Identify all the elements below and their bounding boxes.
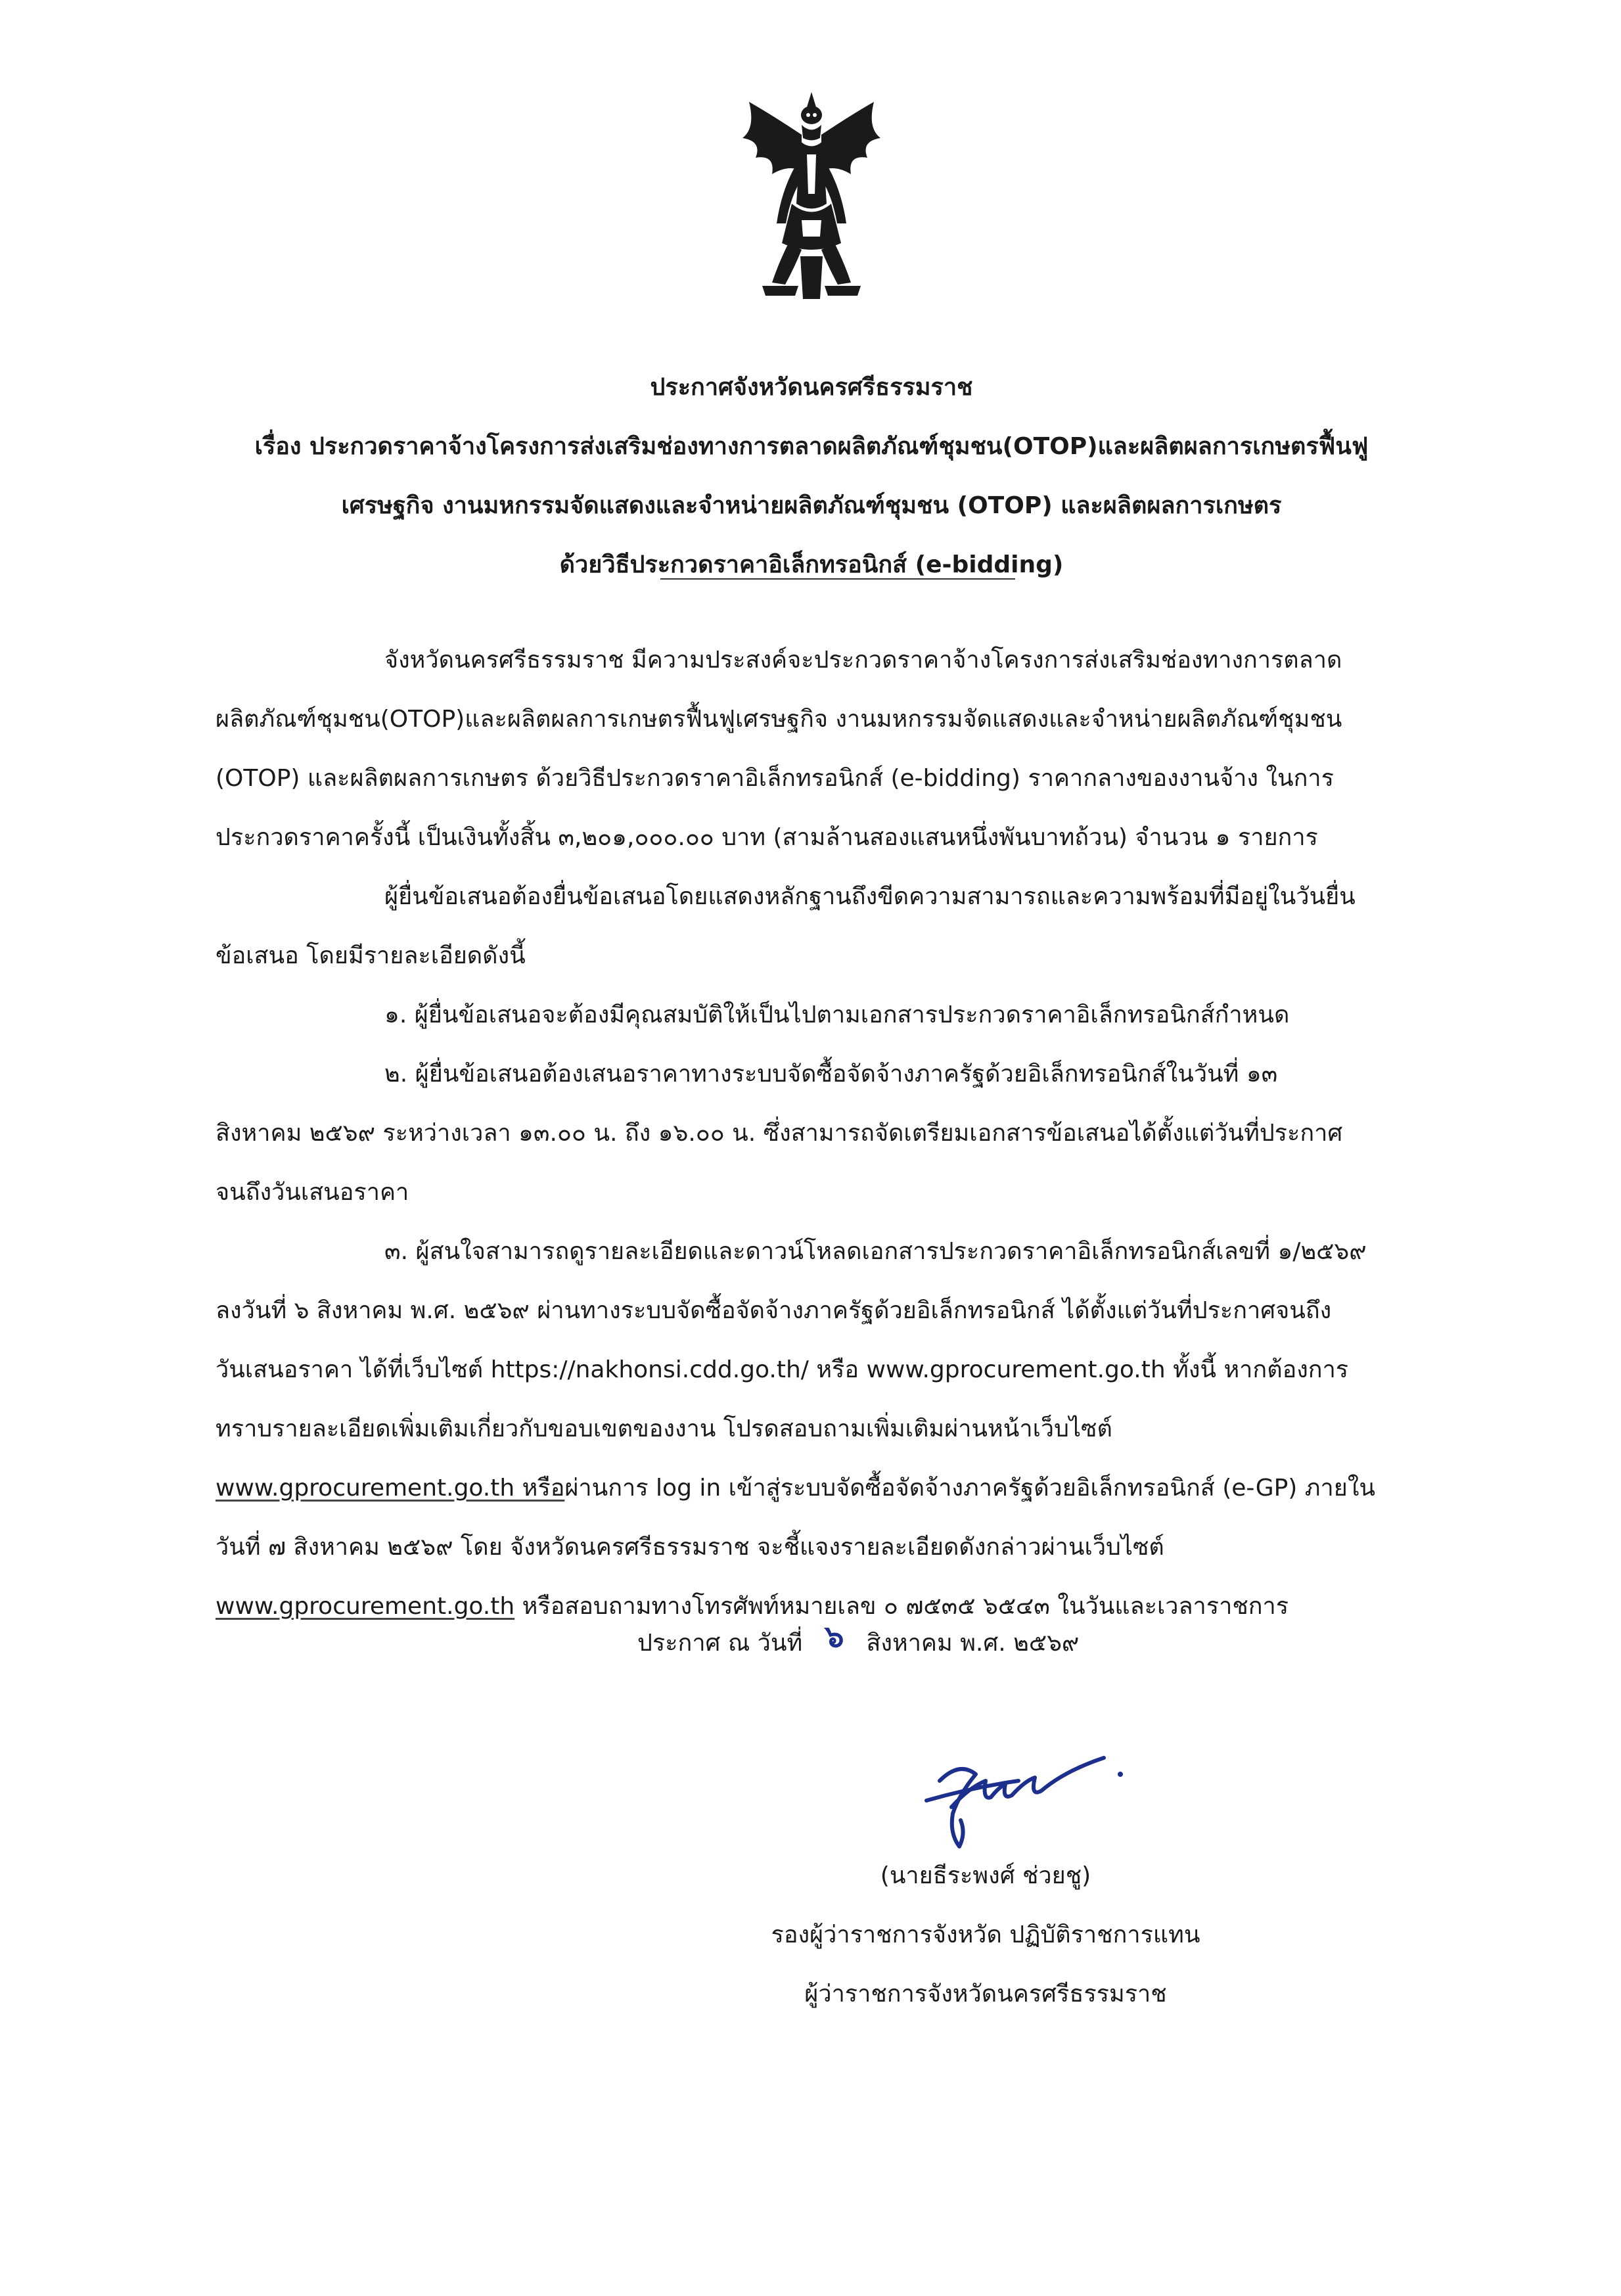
gprocurement-link-2[interactable]: www.gprocurement.go.th	[216, 1593, 515, 1620]
paragraph-1-line-2: ผลิตภัณฑ์ชุมชน(OTOP)และผลิตผลการเกษตรฟื้นฟูเศรษฐกิจ งานมหกรรมจัดแสดงและจำหน่ายผลิตภัณฑ์ชุมชน	[216, 706, 1342, 733]
garuda-emblem-icon	[736, 89, 887, 306]
item-3-line-2: ลงวันที่ ๖ สิงหาคม พ.ศ. ๒๕๖๙ ผ่านทางระบบจัดซื้อจัดจ้างภาครัฐด้วยอิเล็กทรอนิกส์ ได้ตั้งแต่วันที่ประกาศจนถึง	[216, 1297, 1332, 1324]
item-3-line-5-text: ผ่านการ log in เข้าสู่ระบบจัดซื้อจัดจ้างภาครัฐด้วยอิเล็กทรอนิกส์ (e-GP) ภายใน	[564, 1475, 1376, 1502]
gprocurement-link-1[interactable]: www.gprocurement.go.th หรือ	[216, 1475, 565, 1502]
heading-line-3: เศรษฐกิจ งานมหกรรมจัดแสดงและจำหน่ายผลิตภัณฑ์ชุมชน (OTOP) และผลิตผลการเกษตร	[341, 492, 1282, 519]
item-3-line-1: ๓. ผู้สนใจสามารถดูรายละเอียดและดาวน์โหลดเอกสารประกวดราคาอิเล็กทรอนิกส์เลขที่ ๑/๒๕๖๙	[384, 1238, 1367, 1265]
heading-line-1: ประกาศจังหวัดนครศรีธรรมราช	[650, 374, 973, 401]
item-3-line-5	[216, 1459, 1457, 1518]
heading-divider	[660, 578, 1015, 580]
paragraph-1-line-1: จังหวัดนครศรีธรรมราช มีความประสงค์จะประกวดราคาจ้างโครงการส่งเสริมช่องทางการตลาด	[384, 647, 1342, 674]
signatory-title-2: ผู้ว่าราชการจังหวัดนครศรีธรรมราช	[804, 1981, 1167, 2008]
item-2-line-3: จนถึงวันเสนอราคา	[216, 1179, 409, 1206]
item-3-line-7-text: หรือสอบถามทางโทรศัพท์หมายเลข ๐ ๗๕๓๕ ๖๕๔๓ ในวันและเวลาราชการ	[514, 1593, 1289, 1620]
announcement-date	[637, 1617, 1079, 1665]
signatory-name: (นายธีระพงศ์ ช่วยชู)	[880, 1862, 1091, 1889]
item-3-line-3: วันเสนอราคา ได้ที่เว็บไซต์ https://nakhonsi.cdd.go.th/ หรือ www.gprocurement.go.th ทั้งนี้ หากต้องการ	[216, 1356, 1349, 1383]
signatory-block	[657, 1847, 1314, 2024]
date-suffix: สิงหาคม พ.ศ. ๒๕๖๙	[866, 1630, 1080, 1657]
date-prefix: ประกาศ ณ วันที่	[637, 1630, 803, 1657]
heading-line-4: ด้วยวิธีประกวดราคาอิเล็กทรอนิกส์ (e-bidding)	[559, 551, 1064, 578]
signatory-title-1: รองผู้ว่าราชการจังหวัด ปฏิบัติราชการแทน	[771, 1921, 1200, 1948]
paragraph-2-line-2: ข้อเสนอ โดยมีรายละเอียดดังนี้	[216, 942, 526, 969]
paragraph-1-line-3: (OTOP) และผลิตผลการเกษตร ด้วยวิธีประกวดราคาอิเล็กทรอนิกส์ (e-bidding) ราคากลางของงานจ้าง ในการ	[216, 765, 1334, 792]
date-day-handwritten: ๖	[825, 1619, 844, 1654]
handwritten-signature-icon	[913, 1735, 1137, 1860]
announcement-body	[216, 631, 1457, 1636]
item-1: ๑. ผู้ยื่นข้อเสนอจะต้องมีคุณสมบัติให้เป็นไปตามเอกสารประกวดราคาอิเล็กทรอนิกส์กำหนด	[384, 1001, 1290, 1028]
item-2-line-2: สิงหาคม ๒๕๖๙ ระหว่างเวลา ๑๓.๐๐ น. ถึง ๑๖.๐๐ น. ซึ่งสามารถจัดเตรียมเอกสารข้อเสนอได้ตั้งแต่วันที่ประกาศ	[216, 1120, 1343, 1147]
heading-line-2: เรื่อง ประกวดราคาจ้างโครงการส่งเสริมช่องทางการตลาดผลิตภัณฑ์ชุมชน(OTOP)และผลิตผลการเกษตรฟื้นฟู	[254, 433, 1369, 460]
announcement-heading	[164, 358, 1459, 595]
paragraph-2-line-1: ผู้ยื่นข้อเสนอต้องยื่นข้อเสนอโดยแสดงหลักฐานถึงขีดความสามารถและความพร้อมที่มีอยู่ในวันยื่น	[384, 883, 1356, 910]
item-3-line-4: ทราบรายละเอียดเพิ่มเติมเกี่ยวกับขอบเขตของงาน โปรดสอบถามเพิ่มเติมผ่านหน้าเว็บไซต์	[216, 1415, 1112, 1442]
item-3-line-6: วันที่ ๗ สิงหาคม ๒๕๖๙ โดย จังหวัดนครศรีธรรมราช จะชี้แจงรายละเอียดดังกล่าวผ่านเว็บไซต์	[216, 1534, 1164, 1561]
paragraph-1-line-4: ประกวดราคาครั้งนี้ เป็นเงินทั้งสิ้น ๓,๒๐๑,๐๐๐.๐๐ บาท (สามล้านสองแสนหนึ่งพันบาทถ้วน) จำนวน ๑ รายการ	[216, 824, 1318, 851]
item-2-line-1: ๒. ผู้ยื่นข้อเสนอต้องเสนอราคาทางระบบจัดซื้อจัดจ้างภาครัฐด้วยอิเล็กทรอนิกส์ในวันที่ ๑๓	[384, 1061, 1278, 1088]
